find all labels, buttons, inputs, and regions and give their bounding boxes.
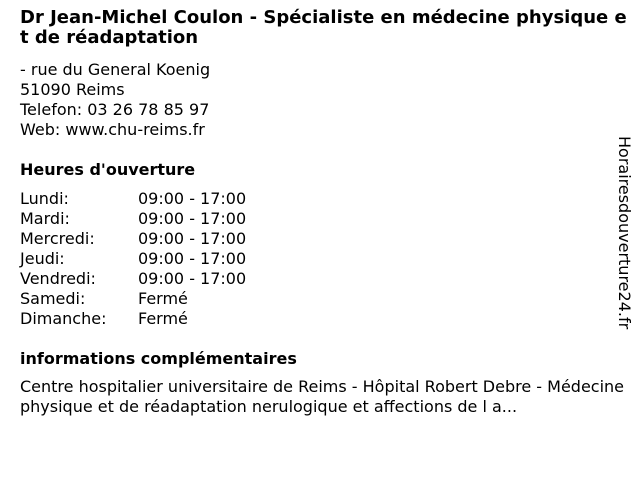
- day-label: Lundi:: [20, 189, 69, 208]
- hours-row-monday: [20, 189, 628, 209]
- listing-content: [20, 8, 628, 417]
- hours-row-friday: [20, 269, 628, 289]
- phone-number: Telefon: 03 26 78 85 97: [20, 100, 210, 119]
- day-label: Mercredi:: [20, 229, 95, 248]
- day-label: Samedi:: [20, 289, 86, 308]
- time-value: 09:00 - 17:00: [138, 229, 247, 248]
- hours-row-wednesday: [20, 229, 628, 249]
- day-label: Vendredi:: [20, 269, 96, 288]
- website-link[interactable]: Web: www.chu-reims.fr: [20, 120, 205, 139]
- day-label: Dimanche:: [20, 309, 107, 328]
- hours-row-thursday: [20, 249, 628, 269]
- site-watermark: Horairesdouverture24.fr: [615, 136, 634, 330]
- hours-row-sunday: [20, 309, 628, 329]
- day-label: Jeudi:: [20, 249, 65, 268]
- additional-info-text: Centre hospitalier universitaire de Reims - Hôpital Robert Debre - Médecine physique et de réadaptation nerulogique et affections de l a...: [20, 377, 625, 416]
- street-address: - rue du General Koenig: [20, 60, 211, 79]
- address-block: [20, 60, 628, 140]
- time-value: 09:00 - 17:00: [138, 249, 247, 268]
- opening-hours-heading: Heures d'ouverture: [20, 160, 196, 179]
- time-value: 09:00 - 17:00: [138, 269, 247, 288]
- listing-title: Dr Jean-Michel Coulon - Spécialiste en médecine physique et de réadaptation: [20, 7, 627, 48]
- hours-row-tuesday: [20, 209, 628, 229]
- time-value: 09:00 - 17:00: [138, 209, 247, 228]
- hours-row-saturday: [20, 289, 628, 309]
- day-label: Mardi:: [20, 209, 70, 228]
- time-value: Fermé: [138, 309, 188, 328]
- additional-info-heading: informations complémentaires: [20, 349, 297, 368]
- time-value: Fermé: [138, 289, 188, 308]
- opening-hours-table: [20, 189, 628, 329]
- city-postcode: 51090 Reims: [20, 80, 125, 99]
- time-value: 09:00 - 17:00: [138, 189, 247, 208]
